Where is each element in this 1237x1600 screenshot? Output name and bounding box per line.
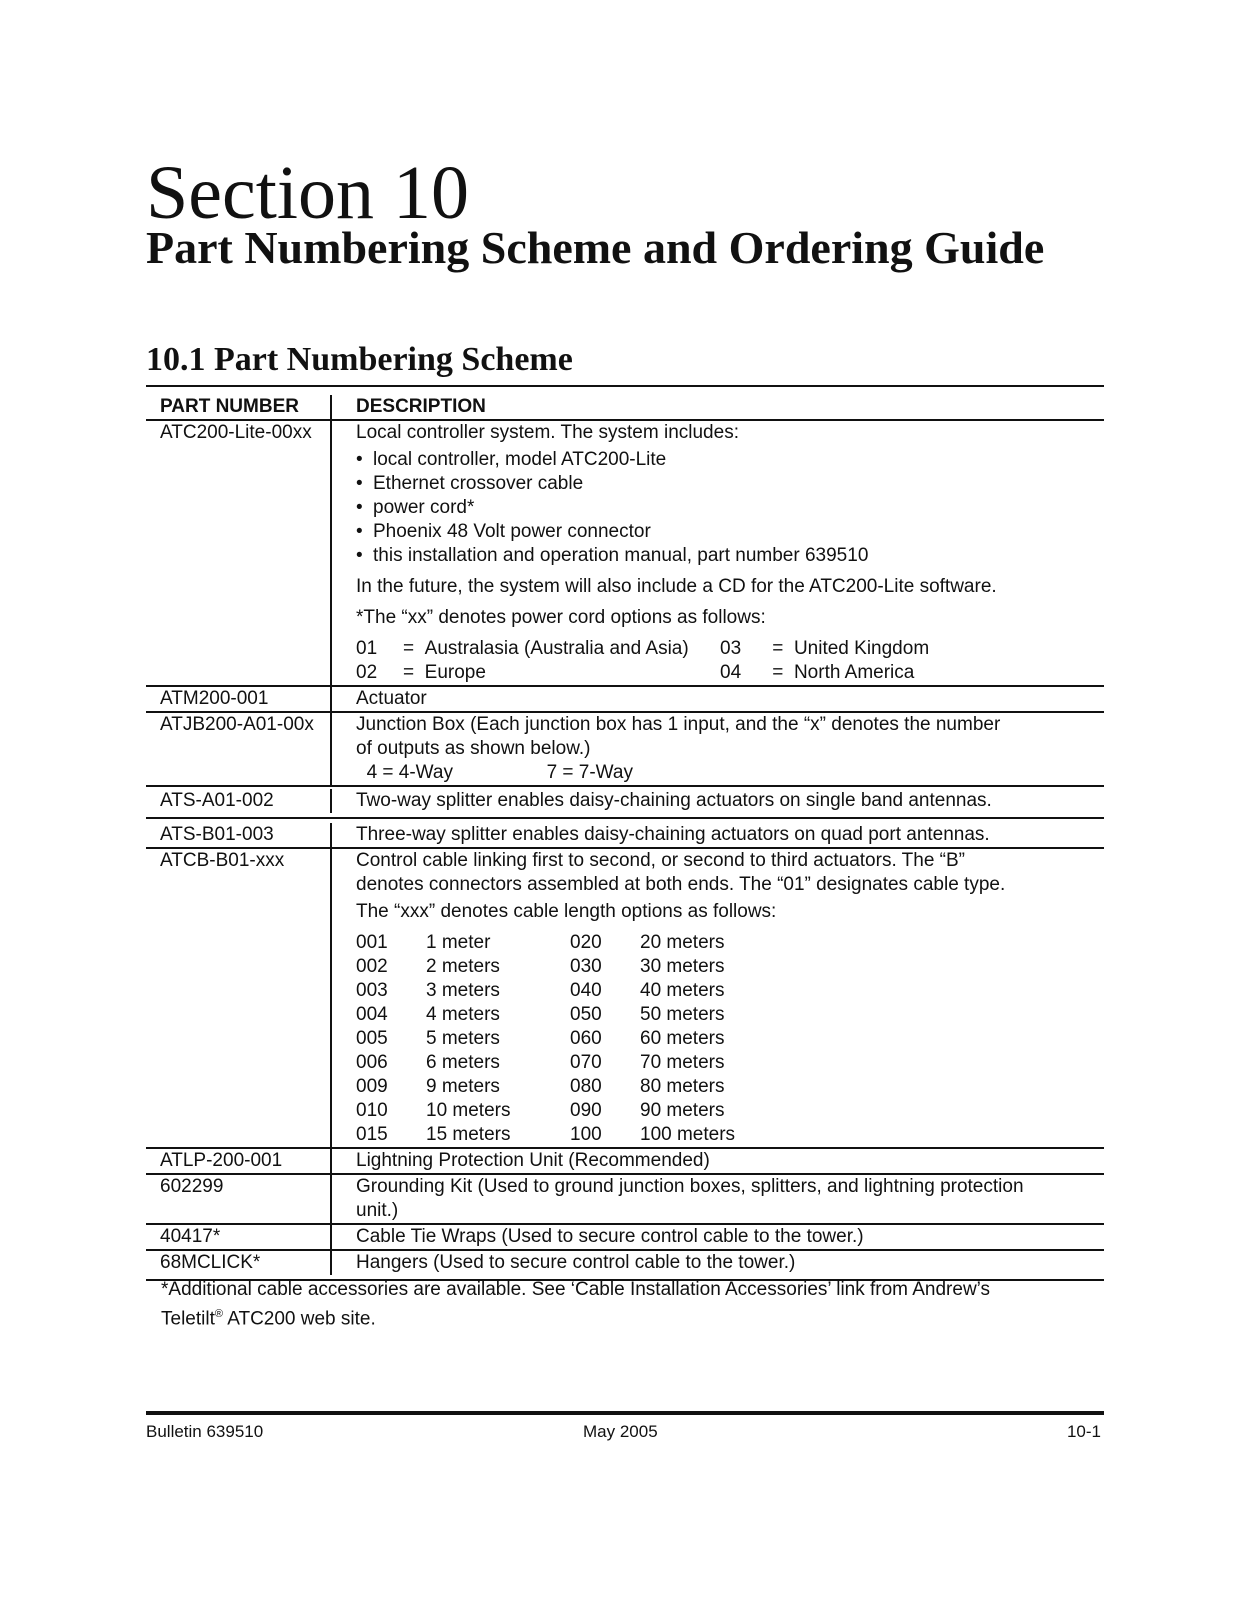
list-item: • Ethernet crossover cable	[356, 473, 584, 494]
table-row	[146, 847, 1104, 1147]
length-option: 003 3 meters	[356, 980, 500, 1001]
option-item: 01 = Australasia (Australia and Asia)	[356, 638, 689, 659]
description-cell: Hangers (Used to secure control cable to the tower.)	[356, 1252, 796, 1273]
description-cell: Three-way splitter enables daisy-chaining actuators on quad port antennas.	[356, 824, 990, 845]
length-option: 002 2 meters	[356, 956, 500, 977]
length-option: 006 6 meters	[356, 1052, 500, 1073]
part-number-cell: ATM200-001	[146, 687, 332, 711]
length-option: 070 70 meters	[570, 1052, 725, 1073]
table-row	[146, 1147, 1104, 1173]
table-row	[146, 419, 1104, 685]
table-row	[146, 1173, 1104, 1223]
part-number-cell: ATC200-Lite-00xx	[146, 421, 332, 685]
registered-mark: ®	[214, 1308, 223, 1320]
table-row	[146, 785, 1104, 813]
length-option: 050 50 meters	[570, 1004, 725, 1025]
footnote	[161, 1278, 1061, 1331]
length-option: 060 60 meters	[570, 1028, 725, 1049]
part-number-table	[146, 385, 1104, 1281]
list-item: • this installation and operation manual, part number 639510	[356, 545, 869, 566]
subsection-heading: 10.1 Part Numbering Scheme	[146, 341, 573, 378]
length-option: 100 100 meters	[570, 1124, 736, 1145]
page-number: 10-1	[1066, 1422, 1101, 1441]
part-number-cell: 40417*	[146, 1225, 332, 1249]
footer-rule	[146, 1411, 1104, 1415]
description-cell	[332, 421, 1104, 685]
table-row	[146, 711, 1104, 785]
part-number-cell: ATCB-B01-xxx	[146, 849, 332, 1147]
description-cell	[332, 849, 1104, 1147]
column-header-description: DESCRIPTION	[356, 396, 486, 417]
length-option: 009 9 meters	[356, 1076, 500, 1097]
section-subtitle: Part Numbering Scheme and Ordering Guide	[146, 222, 1045, 273]
length-option: 040 40 meters	[570, 980, 725, 1001]
part-number-cell: ATS-B01-003	[146, 823, 332, 847]
description-cell: Two-way splitter enables daisy-chaining actuators on single band antennas.	[356, 790, 992, 811]
list-item: • Phoenix 48 Volt power connector	[356, 521, 651, 542]
description-text: unit.)	[356, 1200, 399, 1221]
description-text: Local controller system. The system includes:	[356, 422, 739, 443]
description-text: The “xxx” denotes cable length options as follows:	[356, 901, 777, 922]
description-cell: Cable Tie Wraps (Used to secure control cable to the tower.)	[356, 1226, 864, 1247]
part-number-cell: ATS-A01-002	[146, 789, 332, 813]
option-item: 02 = Europe	[356, 662, 486, 683]
table-row	[146, 685, 1104, 711]
description-cell: Lightning Protection Unit (Recommended)	[356, 1150, 710, 1171]
footer-bulletin: Bulletin 639510	[146, 1422, 264, 1441]
part-number-cell: 602299	[146, 1175, 332, 1223]
length-option: 001 1 meter	[356, 932, 491, 953]
footnote-brand: Teletilt	[161, 1308, 215, 1330]
description-text: Grounding Kit (Used to ground junction boxes, splitters, and lightning protection	[356, 1176, 1024, 1197]
length-option: 005 5 meters	[356, 1028, 500, 1049]
part-number-cell: 68MCLICK*	[146, 1251, 332, 1275]
description-text: *The “xx” denotes power cord options as follows:	[356, 607, 766, 628]
junction-box-options: 4 = 4-Way 7 = 7-Way	[366, 762, 633, 783]
length-option: 020 20 meters	[570, 932, 725, 953]
table-header-row	[146, 387, 1104, 419]
footnote-line: *Additional cable accessories are available. See ‘Cable Installation Accessories’ link from Andrew’s	[161, 1279, 991, 1300]
part-number-cell: ATJB200-A01-00x	[146, 713, 332, 785]
part-number-cell: ATLP-200-001	[146, 1149, 332, 1173]
list-item: • local controller, model ATC200-Lite	[356, 449, 667, 470]
option-item: 03 = United Kingdom	[720, 638, 930, 659]
description-cell: Actuator	[356, 688, 427, 709]
length-option: 080 80 meters	[570, 1076, 725, 1097]
power-cord-options	[356, 637, 1104, 685]
description-text: of outputs as shown below.)	[356, 738, 591, 759]
description-text: denotes connectors assembled at both ends. The “01” designates cable type.	[356, 874, 1006, 895]
description-cell	[332, 713, 1104, 785]
section-title: Section 10	[146, 151, 469, 235]
description-text: Control cable linking first to second, or second to third actuators. The “B”	[356, 850, 966, 871]
included-items-list	[356, 448, 1104, 568]
footnote-line: ATC200 web site.	[222, 1308, 376, 1330]
description-text: In the future, the system will also include a CD for the ATC200-Lite software.	[356, 576, 997, 597]
column-header-part-number: PART NUMBER	[146, 395, 332, 419]
description-cell	[332, 1175, 1104, 1223]
cable-length-options	[356, 931, 1104, 1147]
list-item: • power cord*	[356, 497, 475, 518]
length-option: 004 4 meters	[356, 1004, 500, 1025]
length-option: 015 15 meters	[356, 1124, 511, 1145]
length-option: 030 30 meters	[570, 956, 725, 977]
table-row	[146, 1223, 1104, 1249]
description-text: Junction Box (Each junction box has 1 input, and the “x” denotes the number	[356, 714, 1001, 735]
table-row	[146, 817, 1104, 847]
footer-date: May 2005	[583, 1422, 658, 1441]
table-row	[146, 1249, 1104, 1279]
option-item: 04 = North America	[720, 662, 915, 683]
length-option: 090 90 meters	[570, 1100, 725, 1121]
length-option: 010 10 meters	[356, 1100, 511, 1121]
